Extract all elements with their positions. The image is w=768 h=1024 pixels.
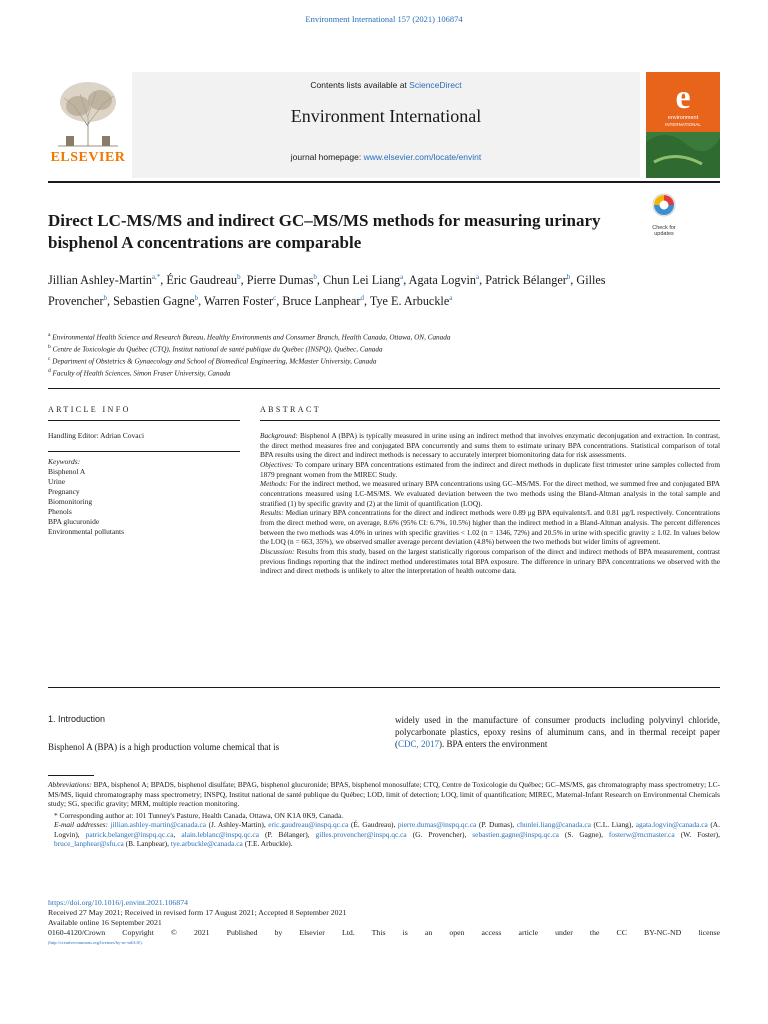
author-name[interactable]: Bruce Lanphear bbox=[282, 294, 361, 309]
affiliation-text: Faculty of Health Sciences, Simon Fraser University, Canada bbox=[52, 369, 231, 378]
email-link[interactable]: patrick.belanger@inspq.qc.ca bbox=[85, 829, 174, 839]
author-name[interactable]: Agata Logvin bbox=[408, 273, 477, 288]
author-name[interactable]: Patrick Bélanger bbox=[485, 273, 567, 288]
email-owner: (W. Foster), bbox=[674, 829, 720, 839]
affiliation bbox=[48, 343, 668, 355]
introduction-left-text: Bisphenol A (BPA) is a high production volume chemical that is bbox=[48, 742, 280, 752]
abstract-section-text: For the indirect method, we measured urinary BPA concentrations using GC–MS/MS. For the direct method, we summed free and conjugated BPA concentrations measured using LC-MS/MS. We evaluated deviation between the two methods using the Bland-Altman analysis in the total sample and stratified (1) by specific gravity and (2) at the limit of quantification (LOQ). bbox=[260, 479, 720, 508]
header-rule bbox=[48, 181, 720, 183]
affiliation-rule bbox=[48, 388, 720, 389]
author-affiliation-marker[interactable]: b bbox=[237, 273, 241, 281]
email-owner: (G. Provencher), bbox=[406, 829, 473, 839]
author[interactable] bbox=[282, 294, 364, 308]
crossmark-icon bbox=[646, 192, 682, 220]
svg-text:e: e bbox=[675, 79, 691, 116]
author-affiliation-marker[interactable]: b bbox=[566, 273, 571, 281]
email-owner: (P. Bélanger), bbox=[258, 829, 316, 839]
author[interactable] bbox=[113, 294, 198, 308]
handling-editor-rule bbox=[48, 451, 240, 452]
affiliation-text: Department of Obstetrics & Gynaecology and School of Biomedical Engineering, McMaster University, Canada bbox=[52, 357, 377, 366]
article-title: Direct LC-MS/MS and indirect GC–MS/MS methods for measuring urinary bisphenol A concentrations are comparable bbox=[48, 211, 601, 252]
author-name[interactable]: Chun Lei Liang bbox=[322, 273, 401, 288]
author-name[interactable]: Sebastien Gagne bbox=[113, 294, 195, 309]
author-name[interactable]: Tye E. Arbuckle bbox=[369, 294, 450, 309]
abstract-section-text: Median urinary BPA concentrations for the direct and indirect methods were 0.89 μg BPA equivalents/L and 0.81 μg/L respectively. Concentrations from the direct method were, on average, 8.6% (95% CI: 6.7%, 10.5%) higher than the indirect method in a Bland-Altman analysis. The percent differences between the two methods was 4.0% in urines with specific gravities < 1.02 (n = 1346, 72%) and 20.5% in urine with specific gravity ≥ 1.02. In values below the LOQ (n = 663, 35%), we observed smaller average percent deviation (4.8%) between the two methods but wider limits of agreement. bbox=[260, 508, 720, 547]
author-name[interactable]: Gilles Provencher bbox=[48, 273, 606, 309]
contents-prefix: Contents lists available at bbox=[310, 80, 410, 90]
abbreviations-footnote bbox=[48, 780, 720, 809]
author-affiliation-marker[interactable]: a bbox=[476, 273, 480, 281]
affiliation bbox=[48, 367, 668, 379]
email-link[interactable]: alain.leblanc@inspq.qc.ca bbox=[181, 829, 259, 839]
author-name[interactable]: Jillian Ashley-Martin bbox=[48, 273, 152, 288]
check-for-updates-icon[interactable] bbox=[646, 192, 682, 237]
email-link[interactable]: chunlei.liang@canada.ca bbox=[516, 820, 591, 829]
keyword: Pregnancy bbox=[48, 487, 80, 496]
footnotes bbox=[48, 780, 720, 849]
affiliation bbox=[48, 355, 668, 367]
email-owner: (É. Gaudreau), bbox=[348, 820, 398, 829]
homepage-line bbox=[132, 152, 640, 162]
author[interactable] bbox=[323, 273, 403, 287]
abstract-column bbox=[260, 405, 720, 576]
email-owner: (C.L. Liang), bbox=[590, 820, 636, 829]
received-dates: Received 27 May 2021; Received in revised form 17 August 2021; Accepted 8 September 2021 bbox=[48, 908, 347, 917]
affiliation-list bbox=[48, 331, 668, 379]
abstract-section-label: Methods: bbox=[260, 479, 288, 489]
affiliation bbox=[48, 331, 668, 343]
abstract-section bbox=[260, 547, 720, 576]
author[interactable] bbox=[247, 273, 317, 287]
keyword: Phenols bbox=[48, 507, 72, 516]
abstract-section-label: Discussion: bbox=[260, 546, 295, 556]
crossmark-label: Check for updates bbox=[652, 225, 676, 237]
email-owner: , bbox=[173, 829, 182, 839]
abstract-section bbox=[260, 479, 720, 508]
author-affiliation-marker[interactable]: a,* bbox=[151, 273, 161, 281]
publication-info bbox=[48, 898, 720, 948]
abstract-heading: ABSTRACT bbox=[260, 405, 321, 414]
keywords-label: Keywords: bbox=[48, 457, 81, 466]
journal-citation[interactable]: Environment International 157 (2021) 106874 bbox=[305, 14, 463, 24]
abbreviations-text: BPA, bisphenol A; BPADS, bisphenol disulfate; BPAG, bisphenol glucuronide; BPAS, bisphenol monosulfate; CTQ, Centre de Toxicologie du Québec; GC–MS/MS, gas chromatography mass spectrometry; LC-MS/MS, liquid chromatography mass spectrometry; INSPQ, Institut national de santé publique du Québec; LOD, limit of detection; LOQ, limit of quantification; MIREC, Maternal-Infant Research on Environmental Chemicals study; SG, specific gravity; MRM, multiple reaction monitoring. bbox=[48, 780, 720, 808]
affiliation-marker: a bbox=[48, 332, 51, 338]
email-link[interactable]: bruce_lanphear@sfu.ca bbox=[54, 839, 124, 848]
keyword: Biomonitoring bbox=[48, 497, 93, 506]
homepage-link[interactable]: www.elsevier.com/locate/envint bbox=[363, 152, 482, 162]
article-info-rule bbox=[48, 420, 240, 421]
abstract-section-label: Results: bbox=[260, 508, 284, 518]
intro-right-part1: widely used in the manufacture of consumer products including polyvinyl chloride, polycarbonate plastics, epoxy resins of aluminum cans, and in thermal receipt paper ( bbox=[395, 715, 720, 750]
article-info-column bbox=[48, 405, 240, 537]
svg-text:INTERNATIONAL: INTERNATIONAL bbox=[665, 122, 701, 127]
email-label: E-mail addresses: bbox=[54, 820, 109, 829]
doi-link[interactable]: https://doi.org/10.1016/j.envint.2021.106874 bbox=[48, 898, 188, 907]
author-affiliation-marker[interactable]: b bbox=[313, 273, 317, 281]
footnote-rule bbox=[48, 775, 94, 776]
svg-text:environment: environment bbox=[667, 115, 699, 121]
license-statement: 0160-4120/Crown Copyright © 2021 Published by Elsevier Ltd. This is an open access article under the CC BY-NC-ND license bbox=[48, 928, 720, 937]
author-name[interactable]: Warren Foster bbox=[204, 294, 274, 309]
abstract-rule bbox=[260, 420, 720, 421]
author-affiliation-marker[interactable]: d bbox=[360, 294, 364, 303]
author[interactable] bbox=[204, 294, 276, 308]
author-affiliation-marker[interactable]: a bbox=[449, 294, 453, 303]
sciencedirect-link[interactable]: ScienceDirect bbox=[409, 80, 462, 90]
email-link[interactable]: eric.gaudreau@inspq.qc.ca bbox=[268, 820, 349, 829]
email-owner: (T.E. Arbuckle). bbox=[242, 839, 293, 848]
introduction-heading: 1. Introduction bbox=[48, 714, 106, 724]
journal-name: Environment International bbox=[290, 106, 482, 126]
abstract-section-label: Objectives: bbox=[260, 459, 294, 469]
abstract-bottom-rule bbox=[48, 687, 720, 688]
abbreviations-label: Abbreviations: bbox=[48, 780, 92, 789]
article-info-heading: ARTICLE INFO bbox=[48, 405, 131, 414]
author-name[interactable]: Éric Gaudreau bbox=[166, 273, 238, 288]
abstract-section-text: Results from this study, based on the largest statistically rigorous comparison of the direct and indirect methods of BPA measurement, contrast previous findings reporting that the indirect method underestimates total BPA exposure. The difference in urinary BPA concentrations we observed with the indirect and direct methods is unlikely to alter the interpretation of health outcome data. bbox=[260, 546, 720, 576]
contents-line bbox=[132, 80, 640, 90]
email-link[interactable]: agata.logvin@canada.ca bbox=[635, 820, 708, 829]
keyword: Environmental pollutants bbox=[48, 527, 125, 536]
abstract-section bbox=[260, 460, 720, 479]
abstract-section-text: To compare urinary BPA concentrations estimated from the indirect and direct methods in duplicate first trimester urine samples collected from 1879 pregnant women from the MIREC Study. bbox=[260, 459, 720, 479]
keyword: Bisphenol A bbox=[48, 467, 86, 476]
email-link[interactable]: fosterw@mcmaster.ca bbox=[608, 829, 675, 839]
author-affiliation-marker[interactable]: b bbox=[103, 294, 107, 303]
email-link[interactable]: tye.arbuckle@canada.ca bbox=[170, 839, 243, 848]
keyword: BPA glucuronide bbox=[48, 517, 100, 526]
abstract-section-text: Bisphenol A (BPA) is typically measured in urine using an indirect method that involves enzymatic deconjugation and extraction. In contrast, the direct method measures free and conjugated BPA concurrently and sums them to estimate urinary BPA concentrations. Statistical comparison of total BPA results using the direct and indirect methods is necessary to accurately interpret biomonitoring data for risk assessments. bbox=[260, 431, 720, 460]
abstract-section bbox=[260, 431, 720, 460]
abstract-section bbox=[260, 508, 720, 547]
affiliation-text: Environmental Health Science and Research Bureau, Healthy Environments and Consumer Branch, Health Canada, Ottawa, ON, Canada bbox=[52, 333, 451, 342]
handling-editor: Handling Editor: Adrian Covaci bbox=[48, 431, 145, 440]
intro-right-part2: ). BPA enters the environment bbox=[439, 739, 548, 750]
author-affiliation-marker[interactable]: a bbox=[400, 273, 404, 281]
license-link[interactable]: (http://creativecommons.org/licenses/by-nc-nd/4.0/). bbox=[48, 940, 143, 945]
keyword-list bbox=[48, 467, 240, 537]
author[interactable] bbox=[166, 273, 240, 287]
author[interactable] bbox=[409, 273, 479, 287]
email-link[interactable]: gilles.provencher@inspq.qc.ca bbox=[315, 829, 407, 839]
email-owner: (B. Lanphear), bbox=[123, 839, 171, 848]
introduction-right-text bbox=[395, 714, 720, 751]
email-owner: (J. Ashley-Martin), bbox=[206, 820, 269, 829]
author-affiliation-marker[interactable]: b bbox=[194, 294, 199, 303]
email-owner: (A. Logvin), bbox=[54, 820, 720, 839]
affiliation-marker: c bbox=[48, 355, 51, 362]
author-name[interactable]: Pierre Dumas bbox=[246, 273, 314, 288]
author-list: Jillian Ashley-Martin$^{a,*}$, Éric Gaudreau$^b$, Pierre Dumas$^b$, Chun Lei Liang$^a$, Agata Logvin$^a$, Patrick Bélanger$^b$, Gilles Provencher$^b$, Sebastien Gagne$^b$, Warren Foster$^c$, Bruce Lanphear$^d$, Tye E. Arbuckle$^a$ bbox=[48, 273, 606, 309]
abstract-body bbox=[260, 431, 720, 576]
available-online: Available online 16 September 2021 bbox=[48, 918, 162, 927]
affiliation-text: Centre de Toxicologie du Québec (CTQ), Institut national de santé publique du Québec (INSPQ), Québec, Canada bbox=[52, 345, 383, 354]
corresponding-author: * Corresponding author at: 101 Tunney's Pasture, Health Canada, Ottawa, ON K1A 0K9, Canada. bbox=[54, 810, 344, 820]
author[interactable] bbox=[48, 273, 160, 287]
email-owner: (P. Dumas), bbox=[476, 820, 517, 829]
email-owner: (S. Gagne), bbox=[558, 829, 609, 839]
abstract-section-label: Background: bbox=[260, 431, 298, 440]
homepage-prefix: journal homepage: bbox=[290, 152, 364, 162]
email-link[interactable]: pierre.dumas@inspq.qc.ca bbox=[397, 820, 477, 829]
affiliation-marker: d bbox=[48, 367, 51, 374]
journal-cover-image[interactable] bbox=[646, 72, 720, 178]
email-link[interactable]: sebastien.gagne@inspq.qc.ca bbox=[472, 829, 559, 839]
author-affiliation-marker[interactable]: c bbox=[273, 294, 277, 303]
author[interactable] bbox=[485, 273, 570, 287]
elsevier-wordmark: ELSEVIER bbox=[50, 150, 126, 165]
email-footnote bbox=[48, 820, 720, 849]
affiliation-marker: b bbox=[48, 343, 51, 350]
email-link[interactable]: jillian.ashley-martin@canada.ca bbox=[110, 820, 207, 829]
citation-link-cdc[interactable]: CDC, 2017 bbox=[398, 739, 440, 750]
author[interactable] bbox=[370, 294, 452, 308]
keyword: Urine bbox=[48, 477, 66, 486]
